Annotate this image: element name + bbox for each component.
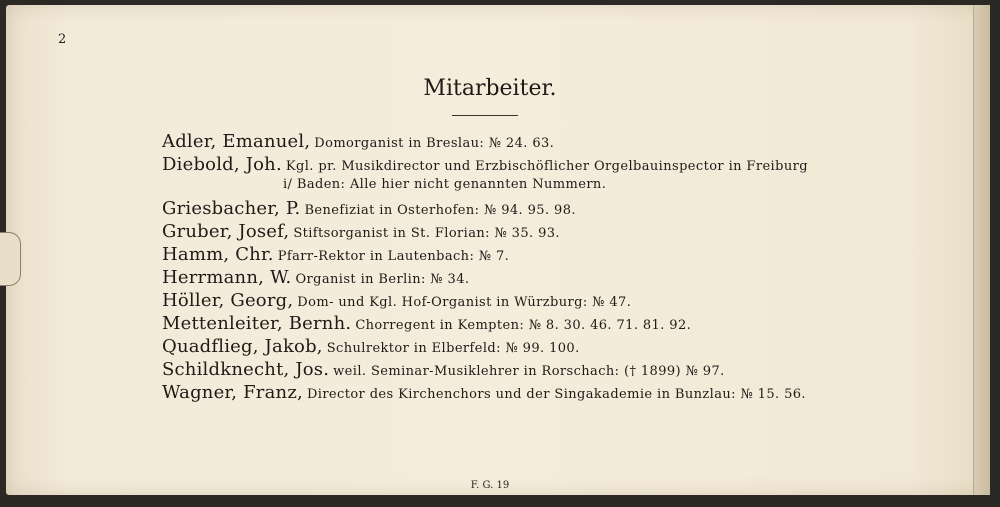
contributor-description: Schulrektor in Elberfeld: № 99. 100. bbox=[326, 341, 580, 356]
contributor-description: Dom- und Kgl. Hof-Organist in Würzburg: № 47. bbox=[297, 295, 632, 310]
contributor-description: Director des Kirchenchors und der Singakademie in Bunzlau: № 15. 56. bbox=[306, 387, 806, 402]
contributor-entry bbox=[162, 267, 862, 290]
contributor-description: Chorregent in Kempten: № 8. 30. 46. 71. 81. 92. bbox=[355, 318, 692, 333]
contributor-name: Höller, Georg, bbox=[162, 290, 294, 311]
contributor-name: Herrmann, W. bbox=[162, 267, 292, 288]
contributor-name: Griesbacher, P. bbox=[162, 198, 301, 219]
contributor-name: Hamm, Chr. bbox=[162, 244, 274, 265]
page-number: 2 bbox=[58, 32, 67, 47]
contributor-description: Organist in Berlin: № 34. bbox=[295, 272, 470, 287]
book-edge bbox=[973, 5, 990, 495]
binding-tab bbox=[0, 232, 21, 286]
contributor-name: Quadflieg, Jakob, bbox=[162, 336, 323, 357]
contributor-entry bbox=[162, 359, 862, 382]
contributor-description: Pfarr-Rektor in Lautenbach: № 7. bbox=[277, 249, 510, 264]
contributor-entry bbox=[162, 221, 862, 244]
contributor-name: Wagner, Franz, bbox=[162, 382, 303, 403]
contributor-name: Mettenleiter, Bernh. bbox=[162, 313, 352, 334]
contributor-name: Diebold, Joh. bbox=[162, 154, 282, 175]
contributor-description: Kgl. pr. Musikdirector und Erzbischöflicher Orgelbauinspector in Freiburg bbox=[285, 159, 808, 174]
contributor-description-continued: i/ Baden: Alle hier nicht genannten Nummern. bbox=[283, 177, 607, 192]
contributor-list bbox=[162, 131, 862, 405]
title-rule bbox=[452, 115, 518, 116]
contributor-entry bbox=[162, 154, 862, 198]
contributor-description: Domorganist in Breslau: № 24. 63. bbox=[314, 136, 555, 151]
contributor-name: Gruber, Josef, bbox=[162, 221, 290, 242]
contributor-description: Stiftsorganist in St. Florian: № 35. 93. bbox=[293, 226, 560, 241]
contributor-entry bbox=[162, 198, 862, 221]
contributor-description: Benefiziat in Osterhofen: № 94. 95. 98. bbox=[304, 203, 576, 218]
contributor-entry bbox=[162, 336, 862, 359]
contributor-name: Schildknecht, Jos. bbox=[162, 359, 330, 380]
contributor-entry bbox=[162, 131, 862, 154]
contributor-entry bbox=[162, 244, 862, 267]
contributor-entry bbox=[162, 382, 862, 405]
contributor-entry bbox=[162, 290, 862, 313]
contributor-description: weil. Seminar-Musiklehrer in Rorschach: († 1899) № 97. bbox=[333, 364, 725, 379]
printer-mark: F. G. 19 bbox=[470, 480, 510, 491]
contributor-entry bbox=[162, 313, 862, 336]
page-title: Mitarbeiter. bbox=[423, 76, 557, 101]
contributor-name: Adler, Emanuel, bbox=[162, 131, 311, 152]
